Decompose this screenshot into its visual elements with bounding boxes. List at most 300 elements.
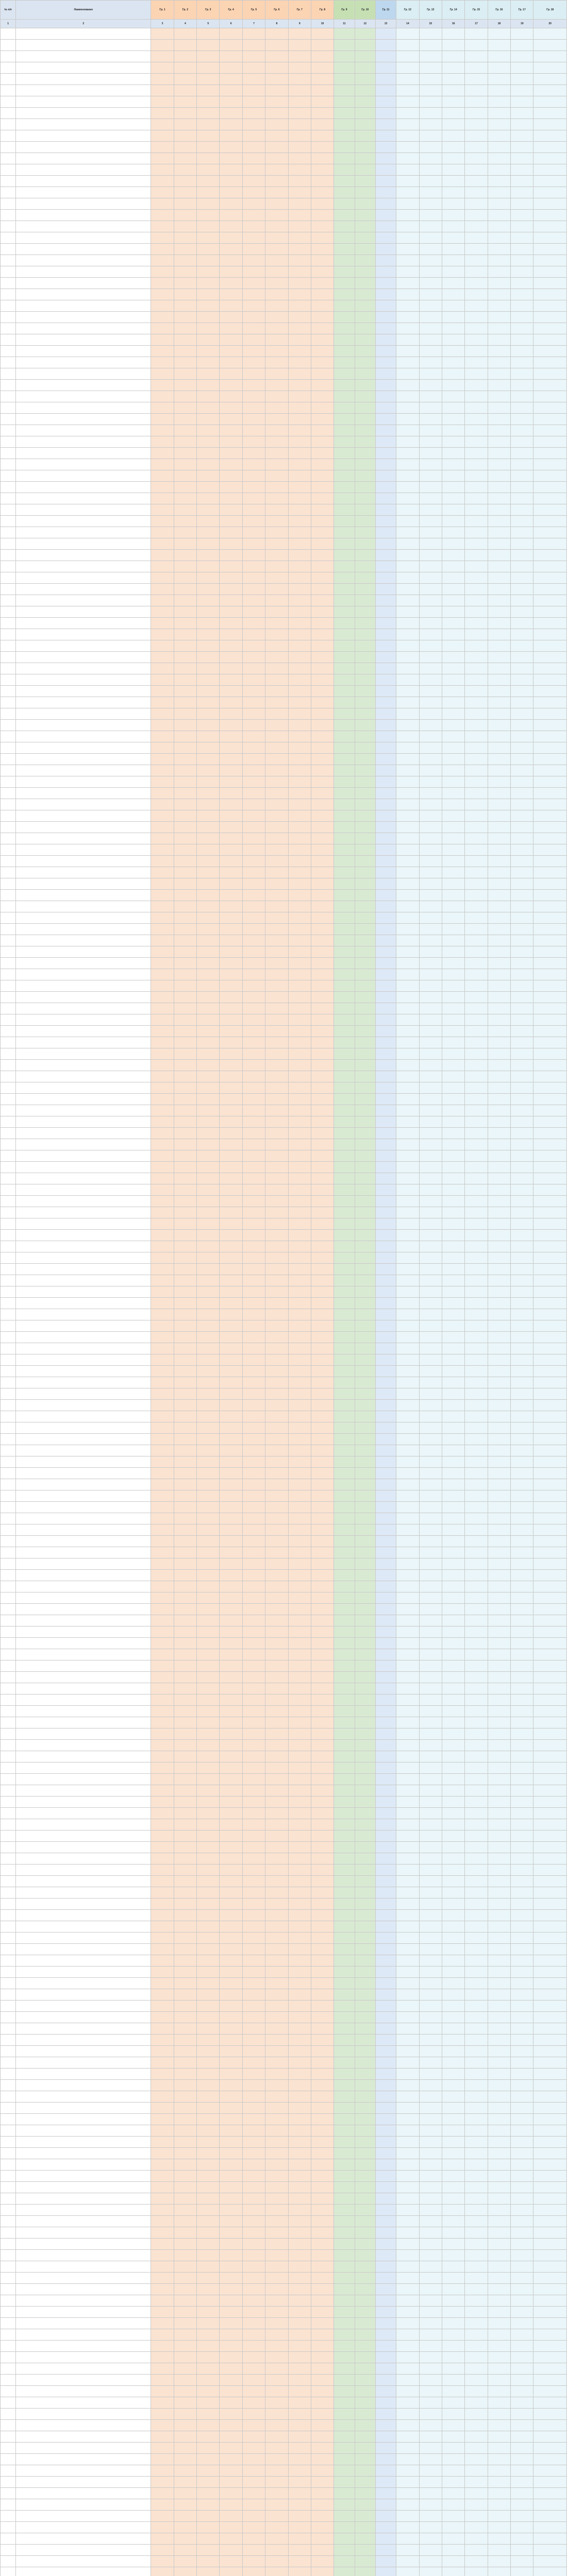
value-cell: [334, 1422, 355, 1434]
value-cell: [533, 2125, 567, 2137]
value-cell: [533, 2533, 567, 2545]
value-cell: [288, 1524, 311, 1536]
value-cell: [533, 266, 567, 278]
value-cell: [465, 2012, 488, 2023]
value-cell: [375, 1604, 396, 1615]
value-cell: [311, 2125, 333, 2137]
value-cell: [197, 1592, 220, 1604]
value-cell: [220, 1479, 242, 1490]
value-cell: [419, 1071, 442, 1082]
value-cell: [265, 1933, 288, 1944]
name-cell: [16, 244, 151, 255]
value-cell: [174, 300, 196, 312]
row-number-cell: [1, 51, 16, 62]
value-cell: [465, 731, 488, 742]
value-cell: [151, 1082, 174, 1094]
value-cell: [197, 1184, 220, 1196]
value-cell: [311, 2545, 333, 2556]
value-cell: [174, 312, 196, 323]
value-cell: [174, 1706, 196, 1717]
value-cell: [375, 606, 396, 618]
value-cell: [375, 448, 396, 459]
value-cell: [488, 28, 510, 40]
value-cell: [220, 119, 242, 130]
value-cell: [355, 1536, 375, 1547]
value-cell: [375, 2023, 396, 2035]
value-cell: [174, 1468, 196, 1479]
value-cell: [375, 1037, 396, 1048]
value-cell: [220, 1660, 242, 1672]
value-cell: [334, 2420, 355, 2431]
value-cell: [242, 2375, 265, 2386]
value-cell: [265, 2488, 288, 2499]
header-row: [1, 1, 567, 20]
row-number-cell: [1, 2261, 16, 2273]
value-cell: [396, 142, 419, 153]
value-cell: [533, 2103, 567, 2114]
value-cell: [288, 459, 311, 470]
name-cell: [16, 652, 151, 663]
value-cell: [220, 2465, 242, 2477]
value-cell: [488, 1921, 510, 1933]
value-cell: [197, 1672, 220, 1683]
value-cell: [220, 2363, 242, 2375]
value-cell: [419, 1808, 442, 1819]
value-cell: [242, 142, 265, 153]
value-cell: [465, 2443, 488, 2454]
value-cell: [533, 867, 567, 878]
value-cell: [265, 527, 288, 538]
table-row: [1, 1887, 567, 1899]
table-row: [1, 1513, 567, 1524]
value-cell: [288, 1343, 311, 1354]
value-cell: [174, 1944, 196, 1955]
value-cell: [375, 244, 396, 255]
value-cell: [174, 108, 196, 119]
value-cell: [265, 1592, 288, 1604]
value-cell: [355, 1014, 375, 1026]
value-cell: [174, 2023, 196, 2035]
value-cell: [488, 142, 510, 153]
value-cell: [174, 1241, 196, 1252]
row-number-cell: [1, 2397, 16, 2409]
row-number-cell: [1, 924, 16, 935]
value-cell: [355, 742, 375, 754]
value-cell: [355, 1615, 375, 1626]
table-row: [1, 1094, 567, 1105]
value-cell: [288, 618, 311, 629]
value-cell: [442, 1230, 464, 1241]
value-cell: [355, 1842, 375, 1853]
table-row: [1, 810, 567, 822]
value-cell: [355, 2499, 375, 2511]
value-cell: [465, 1434, 488, 1445]
value-cell: [220, 1400, 242, 1411]
value-cell: [533, 334, 567, 346]
name-cell: [16, 1808, 151, 1819]
value-cell: [174, 2295, 196, 2307]
row-number-cell: [1, 2023, 16, 2035]
value-cell: [396, 2499, 419, 2511]
value-cell: [151, 300, 174, 312]
column-header: Наименование: [16, 1, 151, 20]
value-cell: [465, 1785, 488, 1797]
value-cell: [197, 244, 220, 255]
value-cell: [442, 2227, 464, 2239]
value-cell: [242, 1071, 265, 1082]
value-cell: [220, 663, 242, 674]
row-number-cell: [1, 584, 16, 595]
value-cell: [442, 2499, 464, 2511]
value-cell: [311, 2193, 333, 2205]
value-cell: [288, 300, 311, 312]
value-cell: [174, 1298, 196, 1309]
value-cell: [511, 74, 533, 85]
value-cell: [174, 538, 196, 550]
value-cell: [442, 2137, 464, 2148]
value-cell: [511, 142, 533, 153]
value-cell: [174, 1207, 196, 1218]
row-number-cell: [1, 2522, 16, 2533]
value-cell: [465, 1332, 488, 1343]
value-cell: [288, 890, 311, 901]
value-cell: [197, 2567, 220, 2576]
value-cell: [265, 1116, 288, 1128]
value-cell: [288, 1899, 311, 1910]
table-row: [1, 40, 567, 51]
value-cell: [465, 1740, 488, 1751]
value-cell: [265, 2307, 288, 2318]
value-cell: [511, 708, 533, 720]
name-cell: [16, 1762, 151, 1774]
value-cell: [533, 51, 567, 62]
row-number-cell: [1, 312, 16, 323]
value-cell: [220, 2080, 242, 2091]
value-cell: [419, 187, 442, 198]
value-cell: [220, 833, 242, 844]
value-cell: [174, 1275, 196, 1286]
value-cell: [174, 448, 196, 459]
name-cell: [16, 2001, 151, 2012]
row-number-cell: [1, 799, 16, 810]
value-cell: [311, 1422, 333, 1434]
value-cell: [465, 969, 488, 980]
value-cell: [375, 1332, 396, 1343]
value-cell: [174, 2227, 196, 2239]
value-cell: [465, 652, 488, 663]
value-cell: [288, 2284, 311, 2295]
value-cell: [197, 1218, 220, 1230]
value-cell: [265, 2533, 288, 2545]
value-cell: [220, 856, 242, 867]
value-cell: [533, 357, 567, 368]
value-cell: [311, 28, 333, 40]
table-row: [1, 833, 567, 844]
value-cell: [334, 810, 355, 822]
name-cell: [16, 504, 151, 516]
value-cell: [533, 1048, 567, 1060]
value-cell: [151, 391, 174, 402]
value-cell: [419, 1286, 442, 1298]
row-number-cell: [1, 142, 16, 153]
value-cell: [488, 2318, 510, 2329]
value-cell: [197, 130, 220, 142]
value-cell: [465, 912, 488, 924]
value-cell: [265, 958, 288, 969]
value-cell: [419, 912, 442, 924]
value-cell: [465, 2545, 488, 2556]
value-cell: [288, 958, 311, 969]
value-cell: [311, 1128, 333, 1139]
row-number-cell: [1, 844, 16, 856]
value-cell: [396, 572, 419, 584]
value-cell: [488, 935, 510, 946]
name-cell: [16, 640, 151, 652]
value-cell: [442, 708, 464, 720]
value-cell: [442, 504, 464, 516]
value-cell: [288, 210, 311, 221]
value-cell: [334, 1003, 355, 1014]
value-cell: [355, 142, 375, 153]
value-cell: [151, 2352, 174, 2363]
value-cell: [396, 1751, 419, 1762]
value-cell: [419, 1377, 442, 1388]
value-cell: [355, 1184, 375, 1196]
value-cell: [265, 232, 288, 244]
value-cell: [265, 2205, 288, 2216]
value-cell: [355, 1275, 375, 1286]
value-cell: [533, 1660, 567, 1672]
value-cell: [488, 1842, 510, 1853]
value-cell: [419, 2159, 442, 2171]
value-cell: [465, 833, 488, 844]
value-cell: [488, 1252, 510, 1264]
name-cell: [16, 74, 151, 85]
value-cell: [442, 2567, 464, 2576]
value-cell: [355, 51, 375, 62]
value-cell: [396, 266, 419, 278]
value-cell: [465, 1626, 488, 1638]
value-cell: [288, 1785, 311, 1797]
value-cell: [511, 663, 533, 674]
value-cell: [442, 595, 464, 606]
value-cell: [265, 810, 288, 822]
value-cell: [311, 1604, 333, 1615]
row-number-cell: [1, 2341, 16, 2352]
value-cell: [488, 346, 510, 357]
value-cell: [334, 1060, 355, 1071]
value-cell: [265, 765, 288, 776]
value-cell: [533, 629, 567, 640]
value-cell: [533, 312, 567, 323]
value-cell: [242, 1309, 265, 1320]
value-cell: [375, 742, 396, 754]
value-cell: [419, 2148, 442, 2159]
value-cell: [396, 1638, 419, 1649]
value-cell: [334, 1037, 355, 1048]
column-number: 18: [488, 20, 510, 28]
name-cell: [16, 1048, 151, 1060]
table-row: [1, 2001, 567, 2012]
value-cell: [242, 1887, 265, 1899]
value-cell: [334, 1298, 355, 1309]
value-cell: [242, 459, 265, 470]
value-cell: [375, 1320, 396, 1332]
value-cell: [288, 368, 311, 380]
table-row: [1, 640, 567, 652]
value-cell: [419, 402, 442, 414]
value-cell: [511, 1626, 533, 1638]
row-number-cell: [1, 1388, 16, 1400]
value-cell: [488, 2307, 510, 2318]
value-cell: [220, 584, 242, 595]
value-cell: [442, 1797, 464, 1808]
value-cell: [197, 40, 220, 51]
value-cell: [419, 1128, 442, 1139]
value-cell: [442, 867, 464, 878]
row-number-cell: [1, 516, 16, 527]
value-cell: [197, 1264, 220, 1275]
value-cell: [511, 742, 533, 754]
value-cell: [375, 187, 396, 198]
value-cell: [488, 1581, 510, 1592]
table-row: [1, 1003, 567, 1014]
value-cell: [375, 1241, 396, 1252]
value-cell: [355, 1422, 375, 1434]
value-cell: [174, 1933, 196, 1944]
value-cell: [396, 878, 419, 890]
value-cell: [265, 720, 288, 731]
value-cell: [419, 482, 442, 493]
value-cell: [396, 2284, 419, 2295]
value-cell: [355, 1252, 375, 1264]
value-cell: [288, 935, 311, 946]
value-cell: [197, 708, 220, 720]
value-cell: [151, 640, 174, 652]
value-cell: [265, 833, 288, 844]
value-cell: [220, 142, 242, 153]
value-cell: [197, 2454, 220, 2465]
value-cell: [197, 2431, 220, 2443]
value-cell: [311, 1320, 333, 1332]
value-cell: [419, 198, 442, 210]
value-cell: [151, 1933, 174, 1944]
value-cell: [419, 1332, 442, 1343]
value-cell: [419, 2522, 442, 2533]
value-cell: [355, 640, 375, 652]
value-cell: [334, 357, 355, 368]
value-cell: [375, 674, 396, 686]
table-row: [1, 765, 567, 776]
value-cell: [488, 1808, 510, 1819]
value-cell: [442, 1014, 464, 1026]
value-cell: [288, 1422, 311, 1434]
value-cell: [220, 1060, 242, 1071]
value-cell: [375, 119, 396, 130]
value-cell: [265, 1354, 288, 1366]
value-cell: [511, 1706, 533, 1717]
value-cell: [242, 130, 265, 142]
value-cell: [220, 1910, 242, 1921]
value-cell: [197, 2397, 220, 2409]
value-cell: [151, 210, 174, 221]
value-cell: [334, 1570, 355, 1581]
value-cell: [533, 1162, 567, 1173]
value-cell: [355, 731, 375, 742]
value-cell: [375, 2137, 396, 2148]
value-cell: [242, 1660, 265, 1672]
value-cell: [355, 1162, 375, 1173]
value-cell: [197, 2363, 220, 2375]
value-cell: [288, 2239, 311, 2250]
value-cell: [419, 1831, 442, 1842]
row-number-cell: [1, 2420, 16, 2431]
value-cell: [151, 2193, 174, 2205]
value-cell: [533, 1366, 567, 1377]
value-cell: [465, 640, 488, 652]
value-cell: [375, 1978, 396, 1989]
value-cell: [465, 153, 488, 164]
value-cell: [419, 1899, 442, 1910]
value-cell: [375, 1003, 396, 1014]
value-cell: [533, 1604, 567, 1615]
value-cell: [311, 2533, 333, 2545]
value-cell: [334, 74, 355, 85]
value-cell: [151, 799, 174, 810]
value-cell: [265, 1899, 288, 1910]
value-cell: [396, 1978, 419, 1989]
value-cell: [533, 1967, 567, 1978]
value-cell: [197, 2227, 220, 2239]
value-cell: [151, 51, 174, 62]
value-cell: [375, 85, 396, 96]
value-cell: [220, 1388, 242, 1400]
value-cell: [511, 1298, 533, 1309]
value-cell: [396, 425, 419, 436]
table-row: [1, 629, 567, 640]
value-cell: [151, 618, 174, 629]
value-cell: [442, 1275, 464, 1286]
value-cell: [151, 2057, 174, 2069]
value-cell: [288, 278, 311, 289]
value-cell: [151, 334, 174, 346]
value-cell: [265, 176, 288, 187]
value-cell: [151, 1354, 174, 1366]
value-cell: [442, 1286, 464, 1298]
value-cell: [442, 1468, 464, 1479]
value-cell: [334, 1286, 355, 1298]
value-cell: [151, 969, 174, 980]
table-row: [1, 119, 567, 130]
value-cell: [396, 448, 419, 459]
value-cell: [396, 1003, 419, 1014]
value-cell: [488, 1456, 510, 1468]
value-cell: [334, 1332, 355, 1343]
row-number-cell: [1, 1252, 16, 1264]
value-cell: [242, 629, 265, 640]
value-cell: [288, 221, 311, 232]
value-cell: [265, 912, 288, 924]
value-cell: [265, 1876, 288, 1887]
value-cell: [174, 2341, 196, 2352]
value-cell: [242, 742, 265, 754]
value-cell: [220, 1921, 242, 1933]
value-cell: [311, 742, 333, 754]
value-cell: [355, 1797, 375, 1808]
value-cell: [511, 2409, 533, 2420]
value-cell: [197, 1502, 220, 1513]
value-cell: [288, 2556, 311, 2567]
